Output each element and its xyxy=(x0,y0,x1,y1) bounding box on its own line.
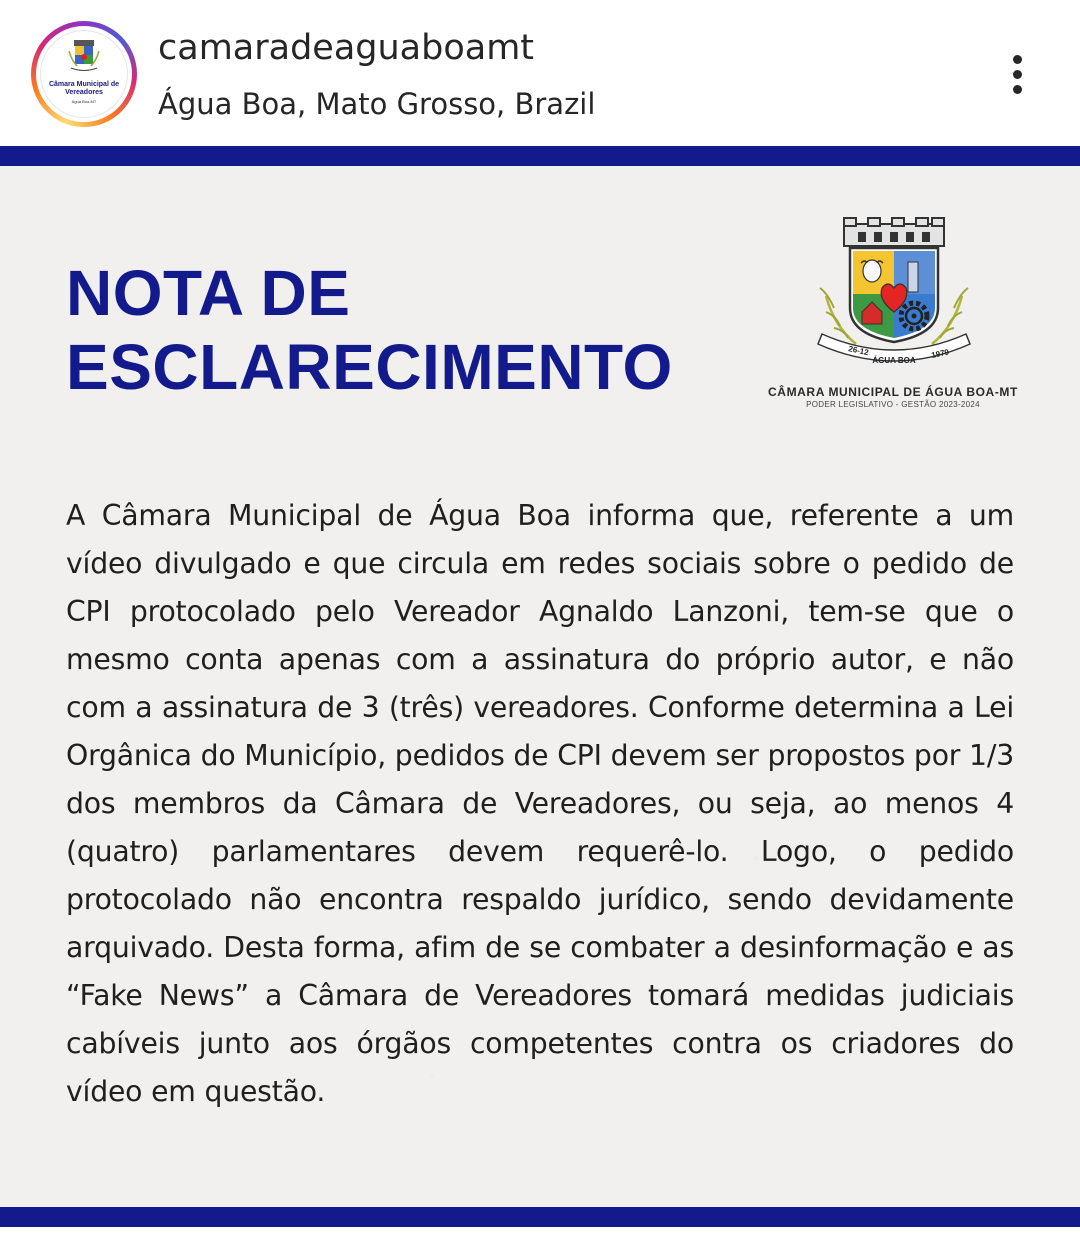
post-image[interactable] xyxy=(0,146,1080,1241)
profile-avatar[interactable] xyxy=(31,21,137,127)
top-navy-band xyxy=(0,146,1080,166)
clarification-body-text: A Câmara Municipal de Água Boa informa que, referente a um vídeo divulgado e que circula em redes sociais sobre o pedido de CPI protocolado pelo Vereador Agnaldo Lanzoni, tem-se que o mesmo conta apenas com a assinatura do próprio autor, e não com a assinatura de 3 (três) vereadores. Conforme determina a Lei Orgânica do Município, pedidos de CPI devem ser propostos por 1/3 dos membros da Câmara de Vereadores, ou seja, ao menos 4 (quatro) parlamentares devem requerê-lo. Logo, o pedido protocolado não encontra respaldo jurídico, sendo devidamente arquivado. Desta forma, afim de se combater a desinformação e as “Fake News” a Câmara de Vereadores tomará medidas judiciais cabíveis junto aos órgãos competentes contra os criadores do vídeo em questão. xyxy=(66,499,1014,1108)
avatar-logo xyxy=(40,30,128,118)
headline-line-1: NOTA DE xyxy=(66,257,351,329)
ribbon-center-text: ÁGUA BOA xyxy=(872,356,916,365)
headline-line-2: ESCLARECIMENTO xyxy=(66,331,673,403)
municipal-coat-of-arms-icon xyxy=(812,216,976,376)
crest-caption: CÂMARA MUNICIPAL DE ÁGUA BOA-MT xyxy=(768,385,1018,399)
three-dots-vertical-icon xyxy=(1013,55,1022,64)
more-options-button[interactable] xyxy=(996,48,1040,100)
ribbon-left-text: 26-12 xyxy=(847,344,870,358)
three-dots-vertical-icon xyxy=(1013,85,1022,94)
avatar-label: Câmara Municipal de Vereadores xyxy=(48,81,120,96)
ribbon-right-text: 1979 xyxy=(930,347,950,360)
post-header xyxy=(0,0,1080,146)
username-link[interactable]: camaradeaguaboamt xyxy=(158,28,535,68)
crest-subcaption: PODER LEGISLATIVO - GESTÃO 2023-2024 xyxy=(806,400,980,409)
three-dots-vertical-icon xyxy=(1013,70,1022,79)
bottom-white-strip xyxy=(0,1227,1080,1241)
bottom-navy-band xyxy=(0,1207,1080,1227)
coat-of-arms-icon xyxy=(41,31,127,117)
avatar-sublabel: Água Boa-MT xyxy=(71,99,97,104)
location-link[interactable]: Água Boa, Mato Grosso, Brazil xyxy=(158,87,596,121)
headline xyxy=(66,256,673,404)
